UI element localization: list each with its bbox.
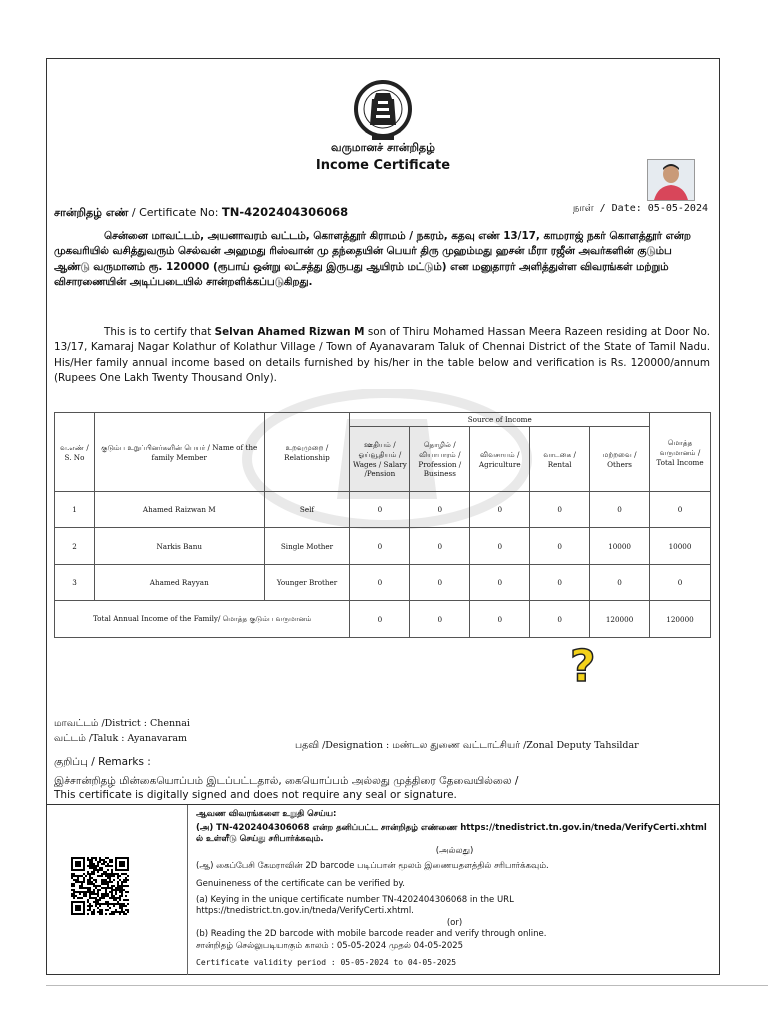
- row-wages: 0: [350, 565, 410, 601]
- total-income: 120000: [650, 601, 711, 638]
- table-row: [55, 528, 711, 565]
- verification-line-a-tamil: (அ) TN-4202404306068 என்ற தனிப்பட்ட சான்றிதழ் எண்ணை https://tnedistrict.tn.gov.in/tneda/VerifyCerti.xhtml ல் உள்ளீடு செய்து சரிபார்க்கவும்.: [196, 822, 707, 845]
- total-rental: 0: [530, 601, 590, 638]
- digital-note-english: This certificate is digitally signed and does not require any seal or signature.: [54, 789, 457, 801]
- date-label: நாள் / Date:: [572, 203, 642, 214]
- district-taluk-block: [54, 716, 190, 746]
- question-mark-icon: ?: [570, 641, 596, 692]
- row-business: 0: [410, 528, 470, 565]
- applicant-name: Selvan Ahamed Rizwan M: [214, 326, 365, 338]
- taluk: வட்டம் /Taluk : Ayanavaram: [54, 733, 188, 744]
- total-row-label: Total Annual Income of the Family/ மொத்த குடும்ப வருமானம்: [55, 601, 350, 638]
- row-member-name: Narkis Banu: [94, 528, 264, 565]
- verification-line-a-english: (a) Keying in the unique certificate number TN-4202404306068 in the URL https://tnedistrict.tn.gov.in/tneda/VerifyCerti.xhtml.: [196, 894, 514, 917]
- verification-line-b-english: (b) Reading the 2D barcode with mobile barcode reader and verify through online.: [196, 929, 547, 940]
- tamilnadu-emblem-icon: [352, 79, 414, 143]
- verification-or-english: (or): [446, 917, 463, 928]
- remarks: குறிப்பு / Remarks :: [54, 756, 151, 768]
- row-member-name: Ahamed Raizwan M: [94, 492, 264, 528]
- english-body: son of Thiru Mohamed Hassan Meera Razeen residing at Door No. 13/17, Kamaraj Nagar Kolathur of Kolathur Village / Town of Ayanavaram Taluk of Chennai District of the State of Tamil Nadu. His/Her family annual income based on details furnished by his/her in the table below and verification is Rs. 120000/annum (Rupees One Lakh Twenty Thousand Only).: [54, 326, 711, 384]
- row-business: 0: [410, 565, 470, 601]
- total-others: 120000: [590, 601, 650, 638]
- validity-tamil: சான்றிதழ் செல்லுபடியாகும் காலம் : 05-05-2024 முதல் 04-05-2025: [196, 940, 464, 951]
- row-wages: 0: [350, 528, 410, 565]
- row-agriculture: 0: [470, 565, 530, 601]
- verification-or-tamil: (அல்லது): [435, 845, 474, 856]
- total-wages: 0: [350, 601, 410, 638]
- header-business: தொழில் / வியாபாரம் / Profession / Business: [410, 427, 470, 492]
- row-rental: 0: [530, 528, 590, 565]
- header-rental: வாடகை / Rental: [530, 427, 590, 492]
- total-row: [55, 601, 711, 638]
- row-total: 0: [650, 565, 711, 601]
- verification-instructions: [187, 805, 719, 975]
- validity-english: Certificate validity period : 05-05-2024 to 04-05-2025: [196, 957, 457, 967]
- row-relationship: Younger Brother: [264, 565, 350, 601]
- verification-section: [47, 804, 719, 975]
- row-others: 0: [590, 565, 650, 601]
- table-row: [55, 492, 711, 528]
- certificate-number-label-tamil: சான்றிதழ் எண்: [54, 206, 129, 219]
- certificate-number: TN-4202404306068: [221, 205, 349, 219]
- certificate-sheet: [46, 58, 720, 975]
- designation: பதவி /Designation : மண்டல துணை வட்டாட்சியர் /Zonal Deputy Tahsildar: [295, 740, 639, 751]
- row-total: 10000: [650, 528, 711, 565]
- row-rental: 0: [530, 492, 590, 528]
- row-total: 0: [650, 492, 711, 528]
- certificate-title: Income Certificate: [315, 158, 451, 173]
- certificate-number-line: [54, 205, 348, 221]
- row-sno: 2: [55, 528, 95, 565]
- header-member-name: குடும்ப உறுப்பினர்களின் பெயர் / Name of the family Member: [94, 413, 264, 492]
- row-agriculture: 0: [470, 528, 530, 565]
- row-rental: 0: [530, 565, 590, 601]
- total-agriculture: 0: [470, 601, 530, 638]
- row-relationship: Single Mother: [264, 528, 350, 565]
- row-others: 0: [590, 492, 650, 528]
- certificate-number-label: / Certificate No:: [131, 206, 219, 219]
- digital-signature-note: [54, 774, 518, 802]
- row-agriculture: 0: [470, 492, 530, 528]
- page-bottom-rule: [46, 985, 768, 986]
- income-table: [54, 412, 711, 638]
- digital-note-tamil: இச்சான்றிதழ் மின்கையொப்பம் இடப்பட்டதால், கையொப்பம் அல்லது முத்திரை தேவையில்லை /: [54, 775, 519, 787]
- row-sno: 1: [55, 492, 95, 528]
- english-intro: This is to certify that: [104, 326, 212, 338]
- row-member-name: Ahamed Rayyan: [94, 565, 264, 601]
- header-wages: ஊதியம் / ஓய்வூதியம் / Wages / Salary /Pension: [350, 427, 410, 492]
- qr-code[interactable]: [71, 857, 129, 915]
- certificate-date-line: [573, 203, 708, 215]
- certificate-date: 05-05-2024: [647, 203, 708, 214]
- header-others: மற்றவை / Others: [590, 427, 650, 492]
- verification-genuineness: Genuineness of the certificate can be verified by.: [196, 878, 405, 889]
- header-sno: வ.எண் / S. No: [55, 413, 95, 492]
- district: மாவட்டம் /District : Chennai: [54, 718, 190, 729]
- tamil-certification-paragraph: சென்னை மாவட்டம், அயனாவரம் வட்டம், கொளத்தூர் கிராமம் / நகரம், கதவு எண் 13/17, காமராஜ் நகர் கொளத்தூர் என்ற முகவரியில் வசித்துவரும் செல்வன் அஹமது ரிஸ்வான் மு தந்தையின் பெயர் திரு முஹம்மது ஹசன் மீரா ரஜீன் அவர்களின் குடும்ப ஆண்டு வருமானம் ரூ. 120000 (ரூபாய் ஒன்று லட்சத்து இருபது ஆயிரம் மட்டும்) என மனுதாரர் அளித்துள்ள விவரங்கள் மற்றும் விசாரணையின் அடிப்படையில் சான்றளிக்கப்படுகிறது.: [54, 230, 691, 288]
- verification-heading-tamil: ஆவண விவரங்களை உறுதி செய்ய:: [196, 809, 337, 819]
- certificate-title-tamil: வருமானச் சான்றிதழ்: [331, 141, 435, 154]
- total-business: 0: [410, 601, 470, 638]
- row-others: 10000: [590, 528, 650, 565]
- row-relationship: Self: [264, 492, 350, 528]
- verification-line-b-tamil: (ஆ) கைப்பேசி கேமராவின் 2D barcode படிப்பான் மூலம் இணையதளத்தில் சரிபார்க்கவும்.: [196, 861, 549, 872]
- header-relationship: உறவுமுறை / Relationship: [264, 413, 350, 492]
- header-total-income: மொத்த வருமானம் / Total Income: [650, 413, 711, 492]
- row-wages: 0: [350, 492, 410, 528]
- header-agriculture: விவசாயம் / Agriculture: [470, 427, 530, 492]
- table-row: [55, 565, 711, 601]
- english-certification-paragraph: [54, 325, 710, 386]
- applicant-photo: [647, 159, 695, 201]
- row-business: 0: [410, 492, 470, 528]
- row-sno: 3: [55, 565, 95, 601]
- header-source-of-income: Source of Income: [350, 413, 650, 427]
